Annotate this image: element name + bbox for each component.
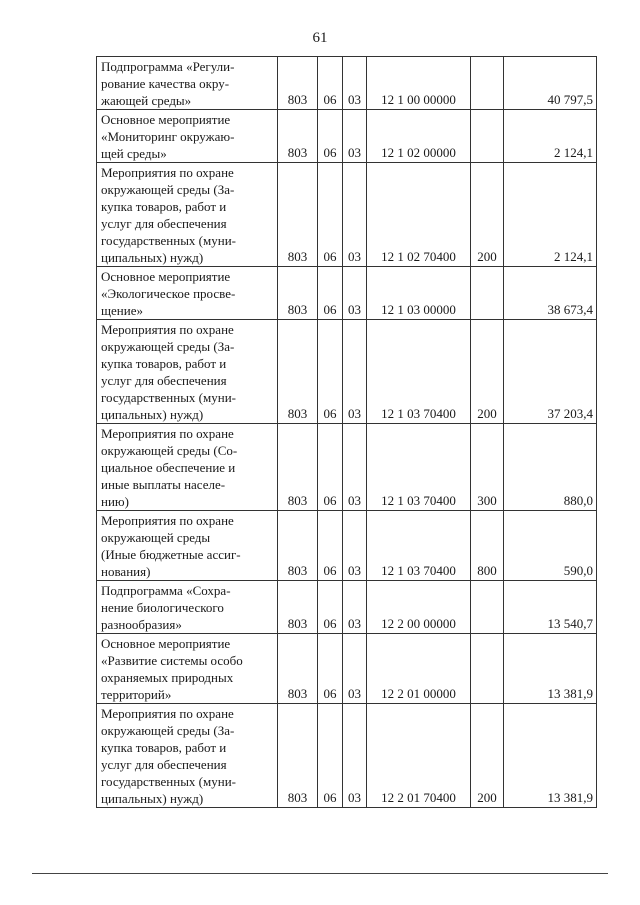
item-name-cell: Мероприятия по охране окружающей среды (За- купка товаров, работ и услуг для обеспечения государственных (муни- ципальных) нужд) <box>97 704 278 808</box>
expense-type-cell <box>471 267 504 320</box>
section-code-cell: 06 <box>318 57 343 110</box>
table-row <box>97 581 597 634</box>
ministry-code-cell: 803 <box>278 110 318 163</box>
section-code-cell: 06 <box>318 424 343 511</box>
expense-type-cell <box>471 57 504 110</box>
ministry-code-cell: 803 <box>278 424 318 511</box>
section-code-cell: 06 <box>318 267 343 320</box>
page-number: 61 <box>312 30 328 46</box>
ministry-code-cell: 803 <box>278 581 318 634</box>
item-name-cell: Основное мероприятие «Экологическое просве- щение» <box>97 267 278 320</box>
expense-type-cell: 200 <box>471 704 504 808</box>
ministry-code-cell: 803 <box>278 634 318 704</box>
target-article-cell: 12 2 01 70400 <box>367 704 471 808</box>
target-article-cell: 12 1 03 00000 <box>367 267 471 320</box>
expense-type-cell: 300 <box>471 424 504 511</box>
section-code-cell: 06 <box>318 110 343 163</box>
amount-cell: 880,0 <box>504 424 597 511</box>
amount-cell: 13 381,9 <box>504 704 597 808</box>
table-row <box>97 424 597 511</box>
budget-table-body <box>97 57 597 808</box>
target-article-cell: 12 1 03 70400 <box>367 511 471 581</box>
expense-type-cell: 200 <box>471 320 504 424</box>
budget-table <box>96 56 597 808</box>
subsection-code-cell: 03 <box>343 110 367 163</box>
table-row <box>97 704 597 808</box>
ministry-code-cell: 803 <box>278 320 318 424</box>
amount-cell: 37 203,4 <box>504 320 597 424</box>
ministry-code-cell: 803 <box>278 163 318 267</box>
section-code-cell: 06 <box>318 511 343 581</box>
target-article-cell: 12 1 02 70400 <box>367 163 471 267</box>
ministry-code-cell: 803 <box>278 704 318 808</box>
amount-cell: 13 540,7 <box>504 581 597 634</box>
section-code-cell: 06 <box>318 581 343 634</box>
item-name-cell: Мероприятия по охране окружающей среды (За- купка товаров, работ и услуг для обеспечения государственных (муни- ципальных) нужд) <box>97 320 278 424</box>
table-row <box>97 320 597 424</box>
amount-cell: 13 381,9 <box>504 634 597 704</box>
item-name-cell: Основное мероприятие «Развитие системы особо охраняемых природных территорий» <box>97 634 278 704</box>
table-row <box>97 511 597 581</box>
ministry-code-cell: 803 <box>278 511 318 581</box>
target-article-cell: 12 1 03 70400 <box>367 320 471 424</box>
item-name-cell: Мероприятия по охране окружающей среды (Со- циальное обеспечение и иные выплаты населе- нию) <box>97 424 278 511</box>
target-article-cell: 12 1 03 70400 <box>367 424 471 511</box>
subsection-code-cell: 03 <box>343 704 367 808</box>
subsection-code-cell: 03 <box>343 163 367 267</box>
target-article-cell: 12 2 00 00000 <box>367 581 471 634</box>
table-row <box>97 163 597 267</box>
item-name-cell: Мероприятия по охране окружающей среды (За- купка товаров, работ и услуг для обеспечения государственных (муни- ципальных) нужд) <box>97 163 278 267</box>
expense-type-cell <box>471 581 504 634</box>
subsection-code-cell: 03 <box>343 511 367 581</box>
item-name-cell: Подпрограмма «Регули- рование качества окру- жающей среды» <box>97 57 278 110</box>
ministry-code-cell: 803 <box>278 267 318 320</box>
ministry-code-cell: 803 <box>278 57 318 110</box>
subsection-code-cell: 03 <box>343 267 367 320</box>
section-code-cell: 06 <box>318 320 343 424</box>
amount-cell: 40 797,5 <box>504 57 597 110</box>
amount-cell: 590,0 <box>504 511 597 581</box>
table-row <box>97 110 597 163</box>
subsection-code-cell: 03 <box>343 634 367 704</box>
subsection-code-cell: 03 <box>343 424 367 511</box>
amount-cell: 2 124,1 <box>504 163 597 267</box>
item-name-cell: Мероприятия по охране окружающей среды (Иные бюджетные ассиг- нования) <box>97 511 278 581</box>
amount-cell: 38 673,4 <box>504 267 597 320</box>
subsection-code-cell: 03 <box>343 581 367 634</box>
item-name-cell: Основное мероприятие «Мониторинг окружаю- щей среды» <box>97 110 278 163</box>
target-article-cell: 12 1 02 00000 <box>367 110 471 163</box>
subsection-code-cell: 03 <box>343 57 367 110</box>
section-code-cell: 06 <box>318 634 343 704</box>
expense-type-cell: 800 <box>471 511 504 581</box>
subsection-code-cell: 03 <box>343 320 367 424</box>
section-code-cell: 06 <box>318 704 343 808</box>
table-row <box>97 634 597 704</box>
amount-cell: 2 124,1 <box>504 110 597 163</box>
expense-type-cell <box>471 110 504 163</box>
target-article-cell: 12 2 01 00000 <box>367 634 471 704</box>
item-name-cell: Подпрограмма «Сохра- нение биологического разнообразия» <box>97 581 278 634</box>
table-row <box>97 57 597 110</box>
expense-type-cell <box>471 634 504 704</box>
section-code-cell: 06 <box>318 163 343 267</box>
expense-type-cell: 200 <box>471 163 504 267</box>
footer-divider <box>32 873 608 874</box>
target-article-cell: 12 1 00 00000 <box>367 57 471 110</box>
table-row <box>97 267 597 320</box>
